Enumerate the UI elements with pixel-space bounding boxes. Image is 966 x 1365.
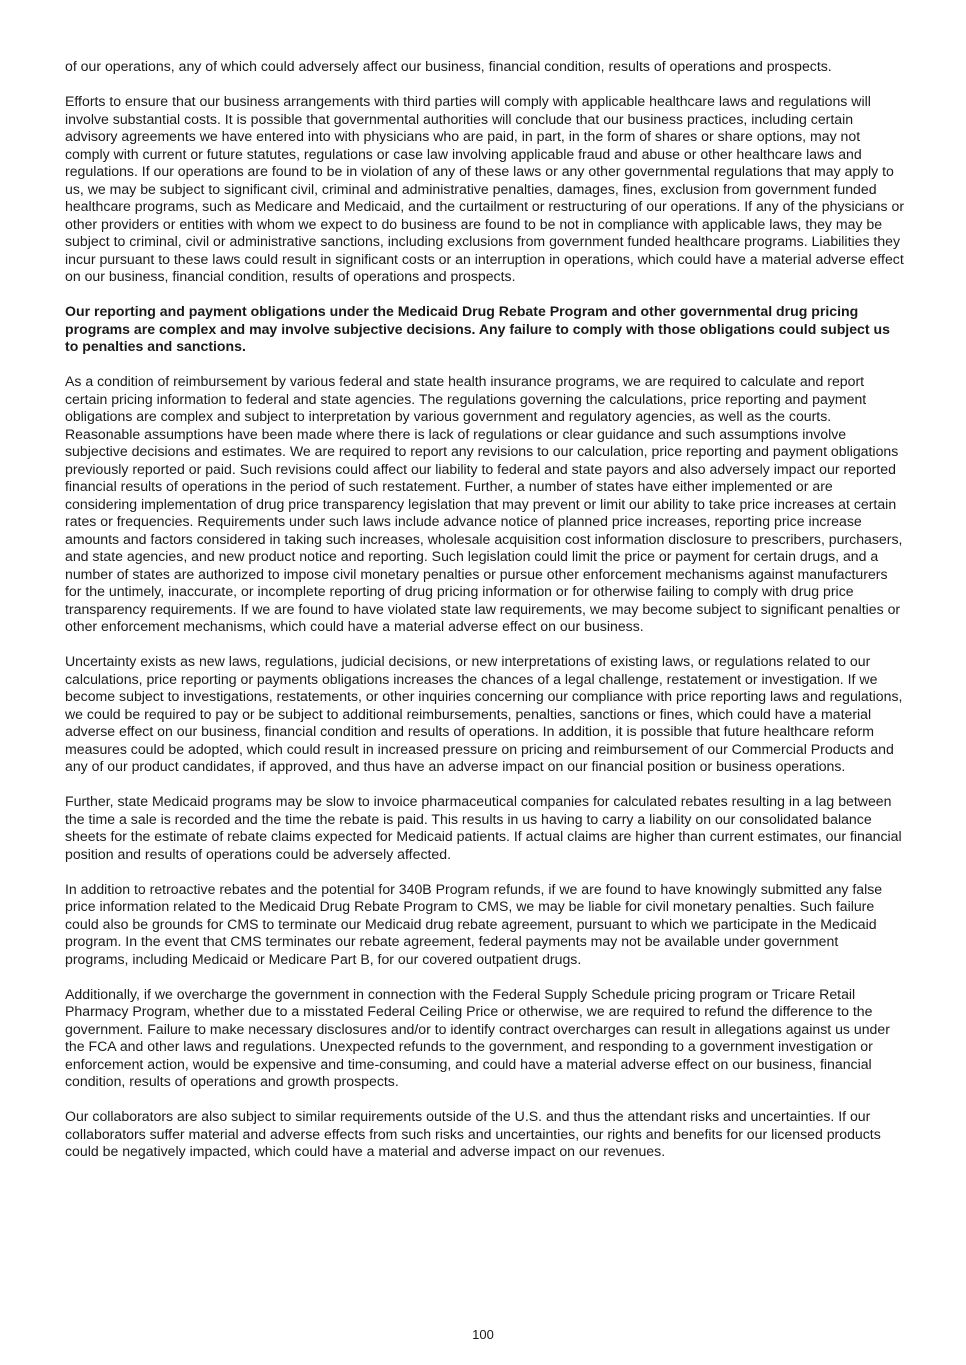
paragraph-collaborators: Our collaborators are also subject to similar requirements outside of the U.S. and thus the attendant risks and uncertainties. If our collaborators suffer material and adverse effects from such risks and uncertainties, our rights and benefits for our licensed products could be negatively impacted, which could have a material and adverse impact on our revenues. bbox=[65, 1108, 881, 1159]
paragraph-overcharge: Additionally, if we overcharge the government in connection with the Federal Supply Schedule pricing program or Tricare Retail Pharmacy Program, whether due to a misstated Federal Ceiling Price or otherwise, we are required to refund the difference to the government. Failure to make necessary disclosures and/or to identify contract overcharges can result in allegations against us under the FCA and other laws and regulations. Unexpected refunds to the government, and responding to a government investigation or enforcement action, would be expensive and time-consuming, and could have a material adverse effect on our business, financial condition, results of operations and growth prospects. bbox=[65, 985, 890, 1089]
paragraph-reimbursement-reporting: As a condition of reimbursement by various federal and state health insurance programs, we are required to calculate and report certain pricing information to federal and state agencies. The regulations governing the calculations, price reporting and payment obligations are complex and subject to interpretation by various government and regulatory agencies, as well as the courts. Reasonable assumptions have been made where there is lack of regulations or clear guidance and such assumptions involve subjective decisions and estimates. We are required to report any revisions to our calculation, price reporting and payment obligations previously reported or paid. Such revisions could affect our liability to federal and state payors and also adversely impact our reported financial results of operations in the period of such restatement. Further, a number of states have either implemented or are considering implementation of drug price transparency legislation that may prevent or limit our ability to take price increases at certain rates or frequencies. Requirements under such laws include advance notice of planned price increases, reporting price increase amounts and factors considered in taking such increases, wholesale acquisition cost information disclosure to prescribers, purchasers, and state agencies, and new product notice and reporting. Such legislation could limit the price or payment for certain drugs, and a number of states are authorized to impose civil monetary penalties or pursue other enforcement mechanisms against manufacturers for the untimely, inaccurate, or incomplete reporting of drug pricing information or for otherwise failing to comply with drug price transparency requirements. If we are found to have violated state law requirements, we may become subject to significant penalties or other enforcement mechanisms, which could have a material adverse effect on our business. bbox=[65, 373, 903, 634]
paragraph-uncertainty: Uncertainty exists as new laws, regulations, judicial decisions, or new interpretations of existing laws, or regulations related to our calculations, price reporting or payments obligations increases the chances of a legal challenge, restatement or investigation. If we become subject to investigations, restatements, or other inquiries concerning our compliance with price reporting laws and regulations, we could be required to pay or be subject to additional reimbursements, penalties, sanctions or fines, which could have a material adverse effect on our business, financial condition and results of operations. In addition, it is possible that future healthcare reform measures could be adopted, which could result in increased pressure on pricing and reimbursement of our Commercial Products and any of our product candidates, if approved, and thus have an adverse impact on our financial position or business operations. bbox=[65, 653, 903, 774]
document-body bbox=[65, 58, 905, 1178]
paragraph-compliance-costs: Efforts to ensure that our business arrangements with third parties will comply with applicable healthcare laws and regulations will involve substantial costs. It is possible that governmental authorities will conclude that our business practices, including certain advisory agreements we have entered into with physicians who are paid, in part, in the form of shares or share options, may not comply with current or future statutes, regulations or case law involving applicable fraud and abuse or other healthcare laws and regulations. If our operations are found to be in violation of any of these laws or any other governmental regulations that may apply to us, we may be subject to significant civil, criminal and administrative penalties, damages, fines, exclusion from government funded healthcare programs, such as Medicare and Medicaid, and the curtailment or restructuring of our operations. If any of the physicians or other providers or entities with whom we expect to do business are found to be not in compliance with applicable laws, they may be subject to criminal, civil or administrative sanctions, including exclusions from government funded healthcare programs. Liabilities they incur pursuant to these laws could result in significant costs or an interruption in operations, which could have a material adverse effect on our business, financial condition, results of operations and prospects. bbox=[65, 93, 905, 284]
paragraph-340b-refunds: In addition to retroactive rebates and the potential for 340B Program refunds, if we are found to have knowingly submitted any false price information related to the Medicaid Drug Rebate Program to CMS, we may be liable for civil monetary penalties. Such failure could also be grounds for CMS to terminate our Medicaid drug rebate agreement, pursuant to which we participate in the Medicaid program. In the event that CMS terminates our rebate agreement, federal payments may not be available under government programs, including Medicaid or Medicare Part B, for our covered outpatient drugs. bbox=[65, 880, 883, 967]
paragraph-medicaid-invoicing: Further, state Medicaid programs may be slow to invoice pharmaceutical companies for calculated rebates resulting in a lag between the time a sale is recorded and the time the rebate is paid. This results in us having to carry a liability on our consolidated balance sheets for the estimate of rebate claims expected for Medicaid patients. If actual claims are higher than current estimates, our financial position and results of operations could be adversely affected. bbox=[65, 793, 902, 862]
page-number: 100 bbox=[472, 1327, 494, 1342]
risk-factor-heading: Our reporting and payment obligations under the Medicaid Drug Rebate Program and other governmental drug pricing programs are complex and may involve subjective decisions. Any failure to comply with those obligations could subject us to penalties and sanctions. bbox=[65, 303, 890, 354]
paragraph-operations-continued: of our operations, any of which could adversely affect our business, financial condition, results of operations and prospects. bbox=[65, 58, 832, 74]
